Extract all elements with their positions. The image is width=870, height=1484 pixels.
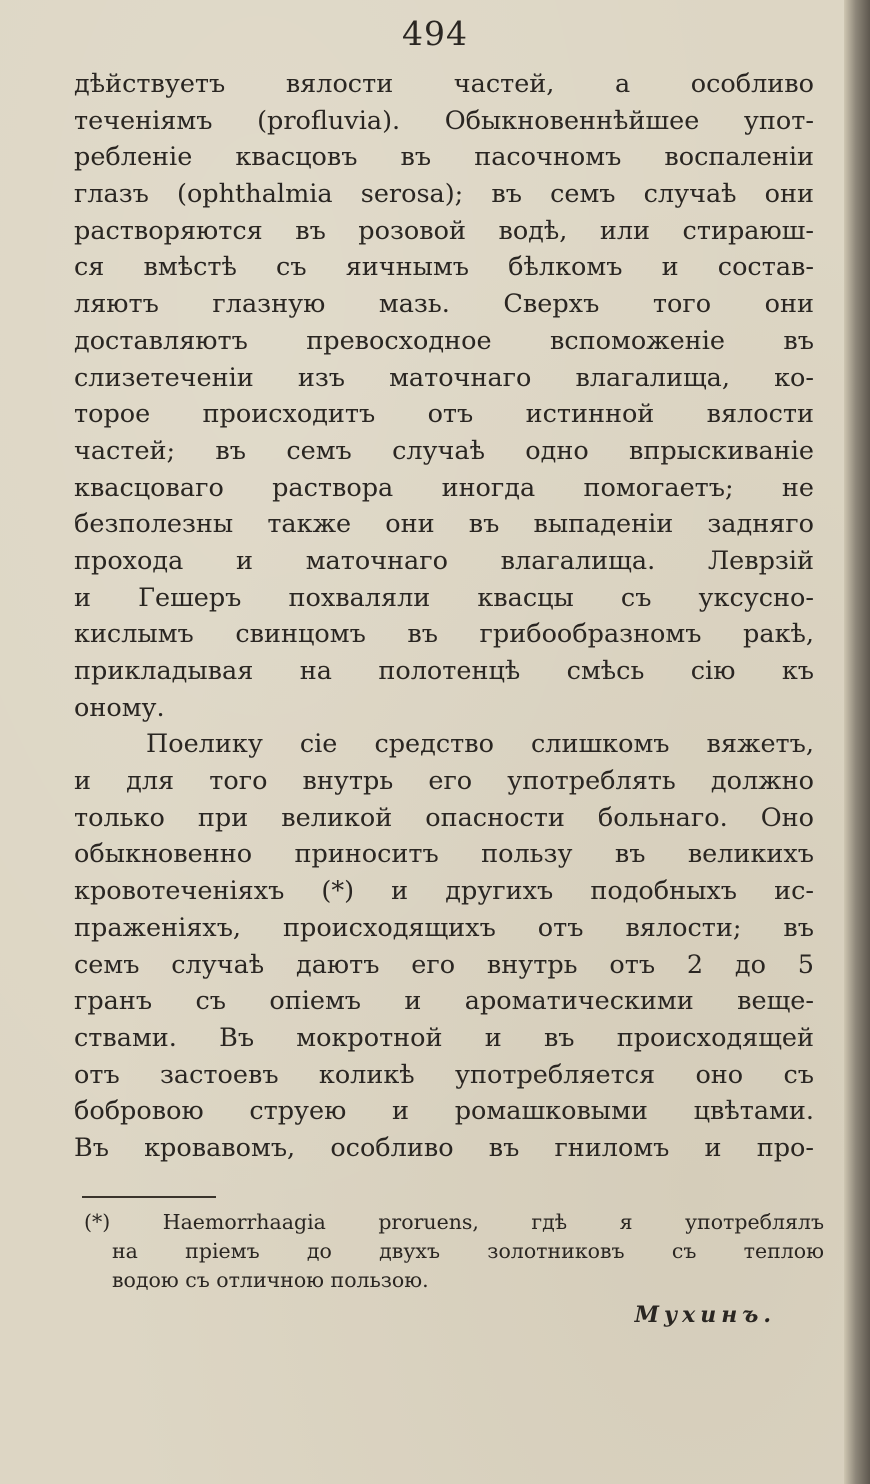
text-line: и для того внутрь его употреблять должно: [74, 766, 814, 797]
text-line: гранъ съ опіемъ и ароматическими веще-: [74, 986, 814, 1017]
text-line: глазъ (ophthalmia serosa); въ семъ случаѣ они: [74, 179, 814, 210]
page-number: 494: [402, 14, 468, 53]
text-line: растворяются въ розовой водѣ, или стираюш-: [74, 215, 814, 246]
text-line: бобровою струею и ромашковыми цвѣтами.: [74, 1096, 814, 1127]
text-line: кислымъ свинцомъ въ грибообразномъ ракѣ,: [74, 619, 814, 650]
footnote-line: (*) Haemorrhaagia proruens, гдѣ я употреблялъ: [84, 1210, 824, 1234]
text-line: доставляютъ превосходное вспоможеніе въ: [74, 325, 814, 356]
footnote-signature: Мухинъ.: [634, 1302, 776, 1328]
text-line: семъ случаѣ даютъ его внутрь отъ 2 до 5: [74, 949, 814, 980]
text-line: ляютъ глазную мазь. Сверхъ того они: [74, 289, 814, 320]
text-line: теченіямъ (profluvia). Обыкновеннѣйшее упот-: [74, 105, 814, 136]
footnote-line: на пріемъ до двухъ золотниковъ съ теплою: [112, 1239, 824, 1263]
text-line: оному.: [74, 692, 165, 723]
text-line: дѣйствуетъ вялости частей, а особливо: [74, 69, 814, 99]
text-line: праженіяхъ, происходящихъ отъ вялости; въ: [74, 912, 814, 943]
text-line: торое происходитъ отъ истинной вялости: [74, 399, 814, 430]
paragraph-start-line: Поелику сіе средство слишкомъ вяжетъ,: [146, 729, 814, 760]
text-line: обыкновенно приноситъ пользу въ великихъ: [74, 839, 814, 870]
text-line: отъ застоевъ коликѣ употребляется оно съ: [74, 1059, 814, 1090]
text-line: квасцоваго раствора иногда помогаетъ; не: [74, 472, 814, 503]
footnote-divider: [82, 1196, 216, 1198]
text-line: и Гешеръ похваляли квасцы съ уксусно-: [74, 582, 814, 613]
text-line: слизетеченіи изъ маточнаго влагалища, ко-: [74, 362, 814, 393]
footnote-line: водою съ отличною пользою.: [112, 1268, 429, 1292]
text-line: ся вмѣстѣ съ яичнымъ бѣлкомъ и состав-: [74, 252, 814, 283]
text-line: прохода и маточнаго влагалища. Леврзій: [74, 545, 814, 576]
text-line: кровотеченіяхъ (*) и другихъ подобныхъ ис-: [74, 876, 814, 907]
text-line: ствами. Въ мокротной и въ происходящей: [74, 1022, 814, 1053]
text-line: только при великой опасности больнаго. Оно: [74, 802, 814, 833]
text-line: ребленіе квасцовъ въ пасочномъ воспаленіи: [74, 142, 814, 173]
text-line: безполезны также они въ выпаденіи задняго: [74, 509, 814, 540]
text-line: частей; въ семъ случаѣ одно впрыскиваніе: [74, 435, 814, 466]
text-line: прикладывая на полотенцѣ смѣсь сію къ: [74, 656, 814, 686]
page-gutter-shadow: [844, 0, 870, 1484]
main-text: [74, 66, 814, 1167]
footnote: [84, 1208, 824, 1295]
text-line: Въ кровавомъ, особливо въ гниломъ и про-: [74, 1132, 814, 1163]
